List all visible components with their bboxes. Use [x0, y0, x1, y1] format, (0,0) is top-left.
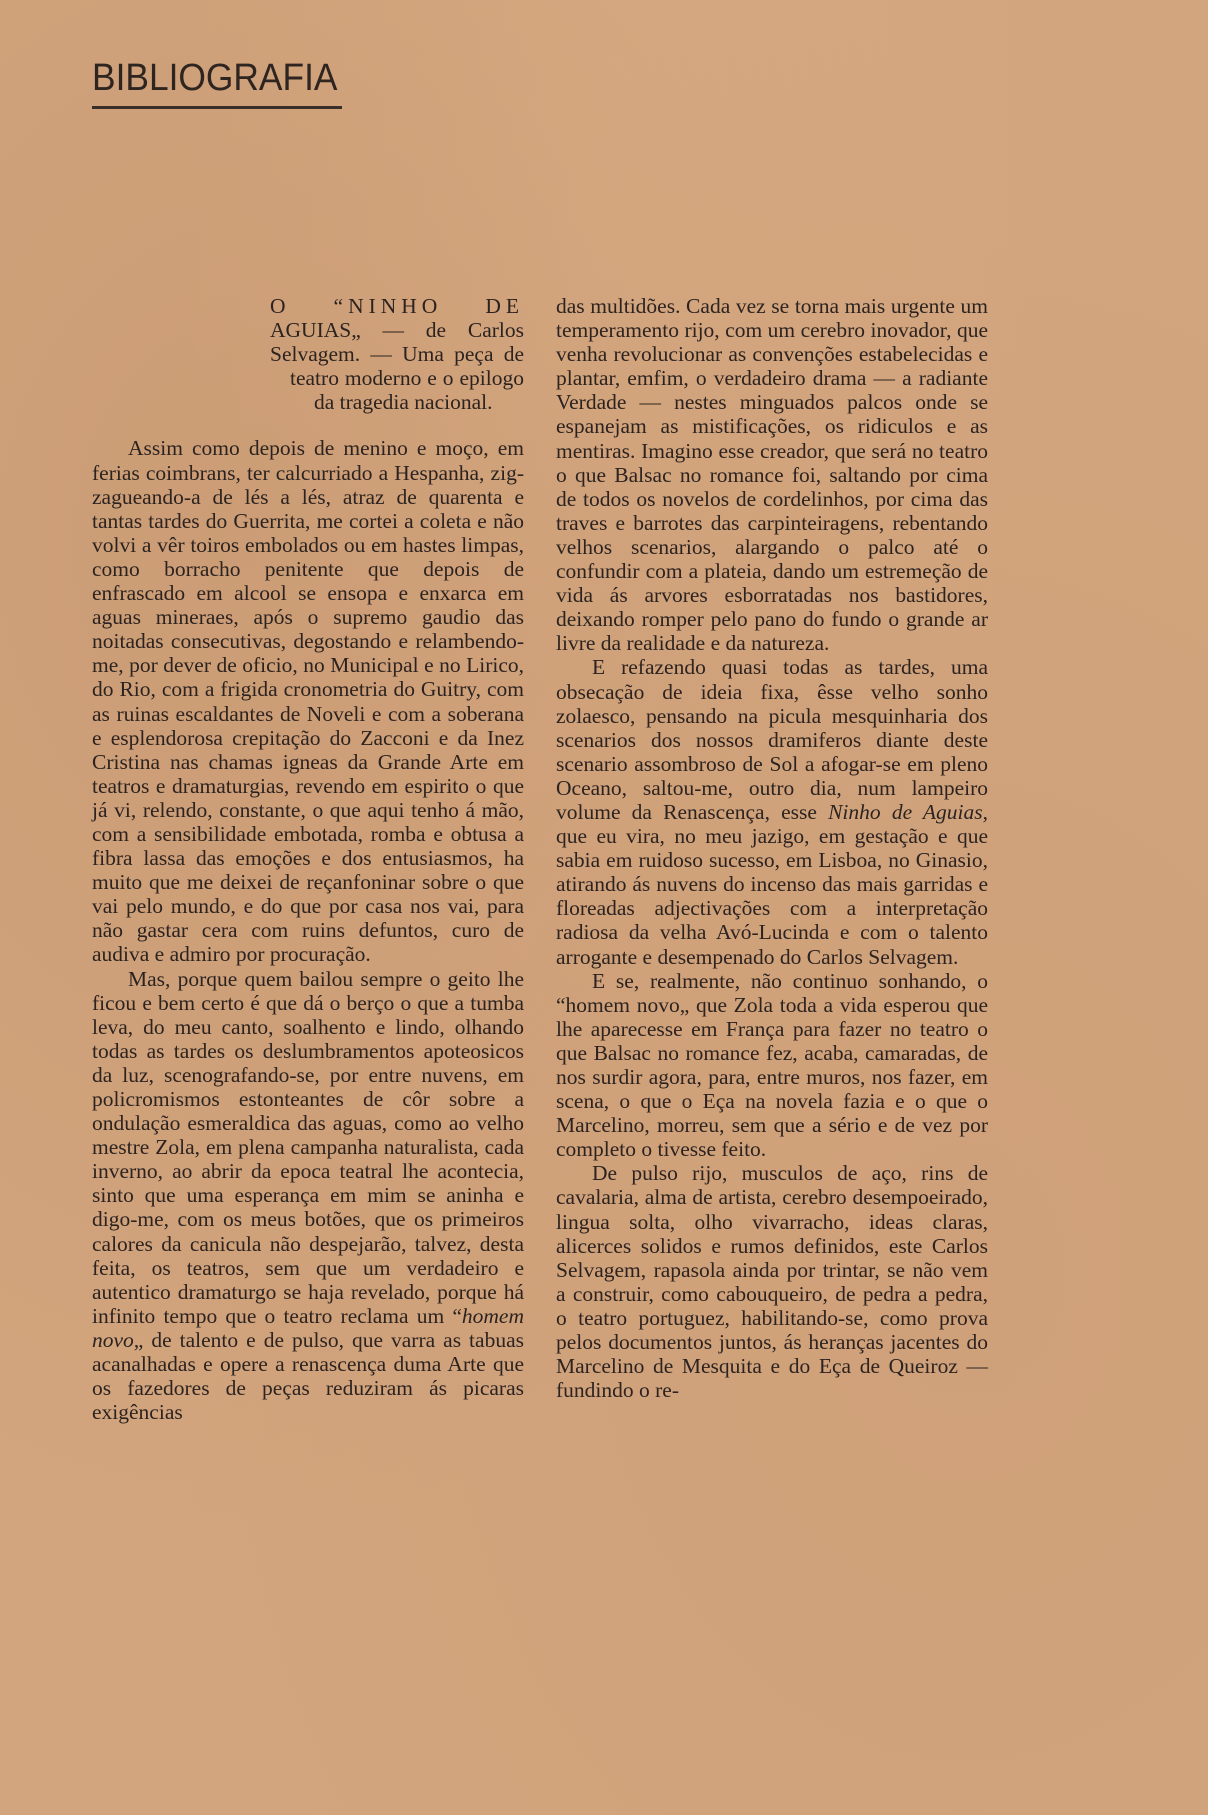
right-paragraph-0: das multidões. Cada vez se torna mais urgente um temperamento rijo, com um cerebro inovador, que venha revolucionar as convenções estabelecidas e plantar, emfim, o verdadeiro drama — a radiante Verdade — nestes minguados palcos onde se espanejam as mistificações, os ridiculos e as mentiras. Imagino esse creador, que será no teatro o que Balsac no romance foi, saltando por cima de todos os novelos de cordelinhos, por cima das traves e barrotes das carpinteiragens, rebentando velhos scenarios, alargando o palco até o confundir com a plateia, dando um estremeção de vida ás arvores esborratadas nos bastidores, deixando romper pelo pano do fundo o grande ar livre da realidade e da natureza. — [556, 294, 988, 656]
right-paragraph-1-emphasis: Ninho de Aguias — [828, 799, 983, 824]
right-paragraph-1-text-a: E refazendo quasi todas as tardes, uma obsecação de ideia fixa, êsse velho sonho zolaesco, pensando na picula mesquinharia dos scenarios dos nossos dramiferos diante deste scenario assombroso de Sol a afogar-se em pleno Oceano, saltou-me, outro dia, num lampeiro volume da Renascença, esse — [556, 655, 988, 824]
left-paragraph-2-text-a: Mas, porque quem bailou sempre o geito lhe ficou e bem certo é que dá o berço o que a tumba leva, do meu canto, soalhento e lindo, olhando todas as tardes os deslumbramentos apoteosicos da luz, scenografando-se, por entre nuvens, em policromismos estonteantes de côr sobre a ondulação esmeraldica das aguas, como ao velho mestre Zola, em plena campanha naturalista, cada inverno, ao abrir da epoca teatral lhe acontecia, sinto que uma esperança em mim se aninha e digo-me, com os meus botões, que os primeiros calores da canicula não despejarão, talvez, desta feita, os teatros, sem que um verdadeiro e autentico dramaturgo se haja revelado, porque há infinito tempo que o teatro reclama um “ — [92, 966, 524, 1328]
section-title: BIBLIOGRAFIA — [92, 57, 338, 99]
left-paragraph-2-text-b: „ de talento e de pulso, que varra as tabuas acanalhadas e opere a renascença duma Arte que os fazedores de peças reduziram ás picaras exigências — [92, 1327, 524, 1425]
right-paragraph-1-text-b: , que eu vira, no meu jazigo, em gestação e que sabia em ruidoso sucesso, em Lisboa, no Ginasio, atirando ás nuvens do incenso das mais garridas e floreadas adjectivações com a interpretação radiosa da velha Avó-Lucinda e com o talento arrogante e desempenado do Carlos Selvagem. — [556, 799, 988, 969]
section-header — [92, 56, 342, 109]
title-underline — [92, 106, 342, 109]
right-paragraph-1 — [556, 655, 988, 968]
entry-title-line-3: Selvagem. — Uma peça de — [270, 342, 524, 367]
right-column — [556, 294, 988, 1402]
left-column — [92, 294, 524, 1424]
entry-title-line-1: O “NINHO DE — [270, 294, 524, 318]
entry-subtitle: teatro moderno e o epilogo da tragedia nacional. — [290, 366, 524, 415]
entry-title-line-2: AGUIAS„ — de Carlos — [270, 318, 524, 343]
left-paragraph-1: Assim como depois de menino e moço, em ferias coimbrans, ter calcurriado a Hespanha, zig-zagueando-a de lés a lés, atraz de quarenta e tantas tardes do Guerrita, me cortei a coleta e não volvi a vêr toiros embolados ou em hastes limpas, como borracho penitente que depois de enfrascado em alcool se ensopa e enxarca em aguas mineraes, após o supremo gaudio das noitadas consecutivas, degostando e relambendo-me, por dever de oficio, no Municipal e no Lirico, do Rio, com a frigida cronometria do Guitry, com as ruinas escaldantes de Noveli e com a soberana e esplendorosa crepitação do Zacconi e da Inez Cristina nas chamas igneas da Grande Arte em teatros e dramaturgias, revendo em espirito o que já vi, relendo, constante, o que aqui tenho á mão, com a sensibilidade embotada, romba e obtusa a fibra lassa das emoções e dos entusiasmos, ha muito que me deixei de reçanfoninar sobre o que vai pelo mundo, e do que por casa nos vai, para não gastar cera com ruins defuntos, curo de audiva e admiro por procuração. — [92, 436, 524, 967]
left-paragraph-2 — [92, 967, 524, 1425]
book-entry-heading — [270, 294, 524, 414]
right-paragraph-2: E se, realmente, não continuo sonhando, o “homem novo„ que Zola toda a vida esperou que lhe aparecesse em França para fazer no teatro o que Balsac no romance fez, acaba, camaradas, de nos surdir agora, para, entre muros, nos fazer, em scena, o que o Eça na novela fazia e o que o Marcelino, morreu, sem que a sério e de vez por completo o tivesse feito. — [556, 968, 988, 1162]
right-paragraph-3: De pulso rijo, musculos de aço, rins de cavalaria, alma de artista, cerebro desempoeirado, lingua solta, olho vivarracho, ideas claras, alicerces solidos e rumos definidos, este Carlos Selvagem, rapasola ainda por trintar, se não vem a construir, como cabouqueiro, de pedra a pedra, o teatro portuguez, habilitando-se, como prova pelos documentos juntos, ás heranças jacentes do Marcelino de Mesquita e do Eça de Queiroz — fundindo o re- — [556, 1161, 988, 1403]
left-paragraph-2-emphasis: homem novo — [92, 1303, 524, 1352]
